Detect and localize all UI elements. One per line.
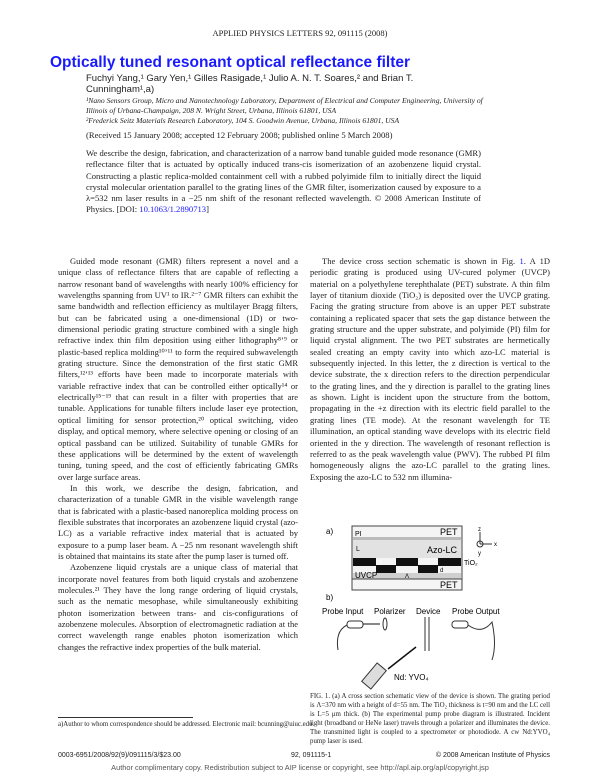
footer-copyright: © 2008 American Institute of Physics xyxy=(435,752,550,759)
tio2-block xyxy=(438,558,461,566)
paper-title: Optically tuned resonant optical reflectance filter xyxy=(50,54,411,71)
probe-output-label: Probe Output xyxy=(452,607,500,616)
laser-icon xyxy=(362,663,387,689)
footer-code: 0003-6951/2008/92(9)/091115/3/$23.00 xyxy=(58,752,181,759)
axis-x-label: x xyxy=(494,542,497,548)
abstract xyxy=(86,148,481,216)
paragraph: Azobenzene liquid crystals are a unique class of material that incorporate novel features from both liquid crystals and azobenzene molecules.²¹ They have the long range ordering of liquid crystals, such as the nematic mesophase, while simultaneously exhibiting photon isomerization between trans- and cis-configurations of azobenzene molecules. Absorption of electromagnetic radiation at the correct wavelength range enables photon isomerization which changes the refractive index properties of the bulk material. xyxy=(58,562,298,652)
panel-b-label: b) xyxy=(326,593,334,602)
output-fiber xyxy=(468,622,495,660)
figure-caption: FIG. 1. (a) A cross section schematic view of the device is shown. The grating period is Λ=370 nm with a height of d=55 nm. The TiO₂ thickness is t=90 nm and the LC cell is L=5 μm thick. (b) The experimental pump probe diagram is illustrated. Incident light (broadband or HeNe laser) travels through a polarizer and illuminates the device. The transmitted light is coupled to a spectrometer or photodiode. A cw Nd:YVO₄ pump laser is used. xyxy=(310,693,550,745)
polarizer-icon xyxy=(383,618,387,630)
affiliation: ¹Nano Sensors Group, Micro and Nanotechnology Laboratory, Department of Electrical and Computer Engineering, University of Illinois of Urbana-Champaign, 208 N. Wright Street, Urbana, Illinois 61801, USA xyxy=(86,96,483,115)
left-column xyxy=(58,256,298,653)
author-list: Fuchyi Yang,¹ Gary Yen,¹ Gilles Rasigade,¹ Julio A. N. T. Soares,² and Brian T. Cunningham¹,a) xyxy=(86,73,414,95)
azo-lc-label: Azo-LC xyxy=(427,545,458,555)
device-label: Device xyxy=(416,607,441,616)
figure-link[interactable]: 1 xyxy=(519,256,524,266)
affiliations xyxy=(86,96,486,126)
lambda-label: Λ xyxy=(405,574,410,580)
page-number: 92, 091115-1 xyxy=(291,752,332,759)
text: . A 1D periodic grating is produced using UV-cured polymer (UVCP) material on a polyethylene terephthalate (PET) substrate. A thin film layer of titanium dioxide (TiO₂) is deposited over the UVCP grating. Facing the grating structure from above is an upper PET substrate containing a replicated spacer that sets the gap distance between the grating structure and the upper substrate, and polyimide (PI) film for liquid crystal alignment. The two PET substrates are hermetically sealed creating an empty cavity into which azo-LC material is subsequently injected. In this letter, the z direction is vertical to the device substrate, the x direction refers to the direction perpendicular to the grating lines, and the y direction is parallel to the grating lines as shown. Light is incident upon the structure from the bottom, propagating in the +z direction with its electric field parallel to the grating lines (TE mode). At the resonant wavelength for TE illumination, an optical standing wave develops with its electric field oriented in the y direction. The wavelength of resonant reflection is referred to as the peak wavelength value (PWV). The rubbed PI film homogeneously aligns the azo-LC parallel to the grating lines. Exposing the azo-LC to 532 nm illumina- xyxy=(310,256,550,482)
tio2-label: TiO₂ xyxy=(464,560,478,567)
tio2-block xyxy=(353,558,376,566)
figure-1 xyxy=(318,524,558,690)
t-label: t xyxy=(380,560,382,566)
pi-layer xyxy=(353,537,461,540)
paragraph xyxy=(310,256,550,483)
output-collimator xyxy=(452,621,468,628)
uvcp-label: UVCP xyxy=(355,571,378,580)
tio2-block xyxy=(396,558,418,566)
doi-link[interactable]: 10.1063/1.2890713 xyxy=(139,204,207,215)
received-dates: (Received 15 January 2008; accepted 12 February 2008; published online 5 March 2008) xyxy=(86,130,393,140)
doi-prefix: [DOI: xyxy=(116,204,140,215)
abstract-text: We describe the design, fabrication, and characterization of a narrow band tunable guided mode resonance (GMR) reflectance filter that is actuated by optically induced trans-cis isomerization of an azobenzene liquid crystal. Constructing a plastic replica-molded containment cell with a rubbed polyimide film to initially direct the liquid crystal molecular orientation parallel to the grating lines of the GMR filter, isomerization caused by exposure to a λ=532 nm laser results in a −25 nm shift of the resonant reflected wavelength. © 2008 American Institute of Physics. xyxy=(86,148,481,215)
input-fiber xyxy=(337,625,347,650)
panel-a-label: a) xyxy=(326,527,334,536)
pet-bottom-label: PET xyxy=(440,580,458,590)
axis-z-label: z xyxy=(478,527,481,533)
input-collimator xyxy=(347,621,363,628)
l-label: L xyxy=(356,546,360,553)
copyright-notice: Author complimentary copy. Redistribution subject to AIP license or copyright, see http://apl.aip.org/apl/copyright.jsp xyxy=(111,763,489,772)
axes-icon xyxy=(477,527,497,557)
journal-header: APPLIED PHYSICS LETTERS 92, 091115 (2008) xyxy=(212,28,388,38)
polarizer-label: Polarizer xyxy=(374,607,406,616)
laser-label: Nd: YVO₄ xyxy=(394,673,429,682)
text: The device cross section schematic is shown in Fig. xyxy=(322,256,520,266)
affiliation: ²Frederick Seitz Materials Research Laboratory, 104 S. Goodwin Avenue, Urbana, Illinois 61801, USA xyxy=(86,116,400,125)
tio2-block xyxy=(376,565,396,573)
paragraph: In this work, we describe the design, fabrication, and characterization of a tunable GMR in the visible wavelength range that is fabricated with a plastic-based nanoreplica molding process on flexible substrates that incorporates an azobenzene liquid crystal (azo-LC) as a variable refractive index material that is actuated by exposure to a pump laser beam. A −25 nm resonant wavelength shift is obtained that maintains its state after the pump laser is turned off. xyxy=(58,482,298,561)
d-label: d xyxy=(440,568,444,574)
probe-input-label: Probe Input xyxy=(322,607,364,616)
pi-label: PI xyxy=(355,531,362,538)
pet-top-label: PET xyxy=(440,527,458,537)
right-column xyxy=(310,256,550,483)
footnote-rule xyxy=(58,717,193,718)
pump-beam-arrow xyxy=(388,647,416,669)
axis-y-label: y xyxy=(478,551,481,557)
doi-suffix: ] xyxy=(206,204,209,215)
paragraph: Guided mode resonant (GMR) filters represent a novel and a unique class of reflectance filters that are capable of reflecting a narrow resonant band of wavelengths with nearly 100% efficiency for wavelengths spanning from UV¹ to IR.²⁻⁷ GMR filters can exhibit the same bandwidth and reflection efficiency as multilayer Bragg filters, but can be fabricated using a one-dimensional (1D) or two-dimensional periodic grating structure combined with a single high refractive index thin film deposition using either lithography⁸ʼ⁹ or plastic-based replica molding¹⁰ʼ¹¹ to form the required subwavelength grating structure. Since the demonstration of the first static GMR filters,¹²ʼ¹³ efforts have been made to incorporate materials with variable refractive index that can be controlled either optically¹⁴ or electrically¹⁵⁻¹⁹ that can result in a filter with properties that are tunable. Applications for tunable filters include laser eye protection, optical limiting for sensor protection,²⁰ optical switching, video display, and optical memory, where selective opening or closing of an optical passband can be utilized. Suitability of tunable GMRs for these applications will be determined by the extent of wavelength tuning, tuning speed, and the cost of efficiently fabricating GMRs over large surface areas. xyxy=(58,256,298,482)
footnote: a)Author to whom correspondence should be addressed. Electronic mail: bcunning@uiuc.edu. xyxy=(58,721,315,728)
tio2-block xyxy=(418,565,438,573)
